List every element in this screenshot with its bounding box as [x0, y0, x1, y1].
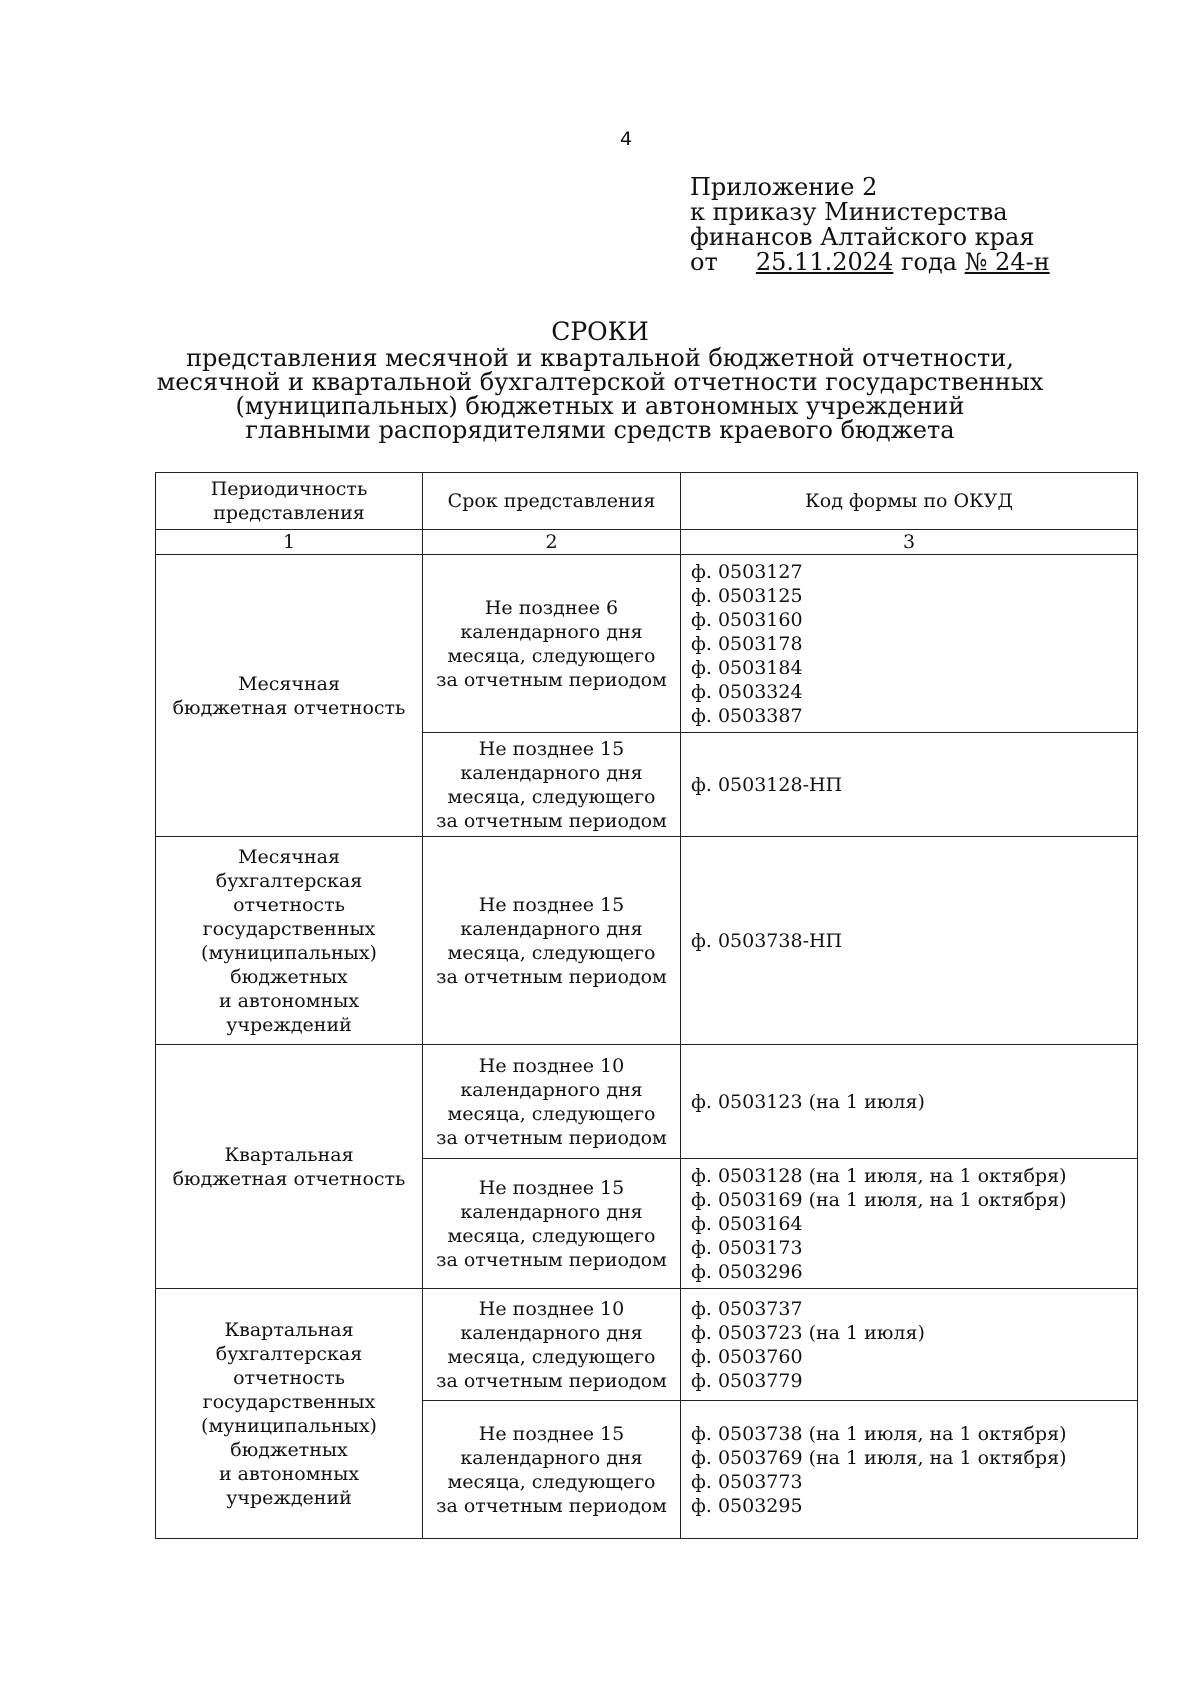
deadline-line: календарного дня	[460, 1446, 643, 1469]
deadline-cell	[423, 1045, 681, 1159]
appendix-line-1: Приложение 2	[690, 173, 878, 201]
period-line: отчетность	[233, 893, 345, 916]
period-line: Месячная	[238, 672, 340, 695]
form-code: ф. 0503773	[691, 1470, 803, 1493]
table-row	[156, 555, 1138, 733]
deadline-line: месяца, следующего	[447, 644, 656, 667]
period-line: Месячная	[238, 845, 340, 868]
deadline-cell	[423, 733, 681, 837]
deadline-line: месяца, следующего	[447, 1102, 656, 1125]
form-code: ф. 0503769 (на 1 июля, на 1 октября)	[691, 1446, 1067, 1469]
page-number: 4	[620, 128, 633, 150]
column-number: 1	[156, 530, 423, 555]
form-code: ф. 0503125	[691, 584, 803, 607]
deadline-line: Не позднее 15	[478, 737, 625, 760]
column-number: 3	[681, 530, 1138, 555]
form-code: ф. 0503169 (на 1 июля, на 1 октября)	[691, 1188, 1067, 1211]
form-code: ф. 0503128-НП	[691, 773, 843, 796]
deadline-line: за отчетным периодом	[436, 965, 667, 988]
code-cell	[681, 555, 1138, 733]
period-line: бухгалтерская	[215, 869, 363, 892]
form-code: ф. 0503760	[691, 1345, 803, 1368]
date-prefix: от	[690, 248, 718, 276]
deadline-line: за отчетным периодом	[436, 809, 667, 832]
table-row	[156, 837, 1138, 1045]
period-line: Квартальная	[224, 1318, 354, 1341]
deadline-line: месяца, следующего	[447, 785, 656, 808]
deadline-line: календарного дня	[460, 917, 643, 940]
column-number: 2	[423, 530, 681, 555]
code-cell	[681, 1159, 1138, 1289]
deadline-line: Не позднее 6	[484, 596, 619, 619]
period-line: государственных	[202, 1390, 376, 1413]
form-code: ф. 0503160	[691, 608, 803, 631]
appendix-line-2: к приказу Министерства	[690, 198, 1008, 226]
document-title	[150, 317, 1050, 444]
order-number: № 24-н	[964, 248, 1050, 276]
form-code: ф. 0503184	[691, 656, 803, 679]
code-cell	[681, 1045, 1138, 1159]
form-code: ф. 0503779	[691, 1369, 803, 1392]
period-cell	[156, 837, 423, 1045]
order-date: 25.11.2024	[755, 248, 894, 276]
deadline-line: Не позднее 10	[478, 1054, 625, 1077]
period-line: учреждений	[226, 1486, 352, 1509]
period-line: бухгалтерская	[215, 1342, 363, 1365]
period-line: бюджетная отчетность	[172, 696, 406, 719]
title-heading: СРОКИ	[551, 317, 649, 346]
deadline-line: за отчетным периодом	[436, 1494, 667, 1517]
period-line: и автономных	[218, 989, 360, 1012]
form-code: ф. 0503128 (на 1 июля, на 1 октября)	[691, 1164, 1067, 1187]
header-period: Периодичность представления	[156, 473, 423, 530]
form-code: ф. 0503123 (на 1 июля)	[691, 1090, 925, 1113]
deadline-line: за отчетным периодом	[436, 1248, 667, 1271]
year-word: года	[900, 248, 958, 276]
deadline-line: месяца, следующего	[447, 1345, 656, 1368]
period-line: и автономных	[218, 1462, 360, 1485]
appendix-block	[690, 175, 1050, 275]
form-code: ф. 0503324	[691, 680, 803, 703]
form-code: ф. 0503173	[691, 1236, 803, 1259]
period-line: бюджетных	[230, 1438, 348, 1461]
deadline-line: календарного дня	[460, 761, 643, 784]
period-line: отчетность	[233, 1366, 345, 1389]
form-code: ф. 0503296	[691, 1260, 803, 1283]
deadline-line: месяца, следующего	[447, 941, 656, 964]
form-code: ф. 0503164	[691, 1212, 803, 1235]
form-code: ф. 0503738 (на 1 июля, на 1 октября)	[691, 1422, 1067, 1445]
title-line-4: главными распорядителями средств краевого бюджета	[245, 416, 955, 444]
code-cell	[681, 837, 1138, 1045]
code-cell	[681, 1289, 1138, 1401]
form-code: ф. 0503178	[691, 632, 803, 655]
column-number-row	[156, 530, 1138, 555]
table-header-row	[156, 473, 1138, 530]
code-cell	[681, 1401, 1138, 1539]
form-code: ф. 0503387	[691, 704, 803, 727]
deadline-cell	[423, 837, 681, 1045]
deadline-line: месяца, следующего	[447, 1224, 656, 1247]
form-code: ф. 0503723 (на 1 июля)	[691, 1321, 925, 1344]
form-code: ф. 0503127	[691, 560, 803, 583]
form-code: ф. 0503295	[691, 1494, 803, 1517]
code-cell	[681, 733, 1138, 837]
header-code: Код формы по ОКУД	[681, 473, 1138, 530]
period-line: (муниципальных)	[201, 941, 377, 964]
deadlines-table	[155, 472, 1138, 1539]
period-cell	[156, 1289, 423, 1539]
deadline-line: календарного дня	[460, 1078, 643, 1101]
deadline-cell	[423, 1159, 681, 1289]
header-deadline: Срок представления	[423, 473, 681, 530]
deadline-line: Не позднее 10	[478, 1297, 625, 1320]
deadline-line: Не позднее 15	[478, 893, 625, 916]
title-line-3: (муниципальных) бюджетных и автономных учреждений	[235, 392, 965, 420]
deadline-cell	[423, 1401, 681, 1539]
deadline-line: за отчетным периодом	[436, 1126, 667, 1149]
period-cell	[156, 555, 423, 837]
deadline-line: за отчетным периодом	[436, 668, 667, 691]
deadline-line: календарного дня	[460, 620, 643, 643]
deadline-cell	[423, 555, 681, 733]
period-line: бюджетная отчетность	[172, 1167, 406, 1190]
appendix-date-line	[690, 250, 1050, 275]
period-line: Квартальная	[224, 1143, 354, 1166]
deadline-cell	[423, 1289, 681, 1401]
table-row	[156, 1045, 1138, 1159]
title-line-2: месячной и квартальной бухгалтерской отчетности государственных	[156, 368, 1044, 396]
period-cell	[156, 1045, 423, 1289]
period-line: государственных	[202, 917, 376, 940]
title-line-1: представления месячной и квартальной бюджетной отчетности,	[186, 344, 1014, 372]
period-line: (муниципальных)	[201, 1414, 377, 1437]
deadline-line: Не позднее 15	[478, 1176, 625, 1199]
form-code: ф. 0503738-НП	[691, 929, 843, 952]
deadline-line: Не позднее 15	[478, 1422, 625, 1445]
form-code: ф. 0503737	[691, 1297, 803, 1320]
deadline-line: месяца, следующего	[447, 1470, 656, 1493]
deadline-line: календарного дня	[460, 1321, 643, 1344]
table-row	[156, 1289, 1138, 1401]
deadline-line: за отчетным периодом	[436, 1369, 667, 1392]
period-line: бюджетных	[230, 965, 348, 988]
appendix-line-3: финансов Алтайского края	[690, 223, 1035, 251]
period-line: учреждений	[226, 1013, 352, 1036]
deadline-line: календарного дня	[460, 1200, 643, 1223]
